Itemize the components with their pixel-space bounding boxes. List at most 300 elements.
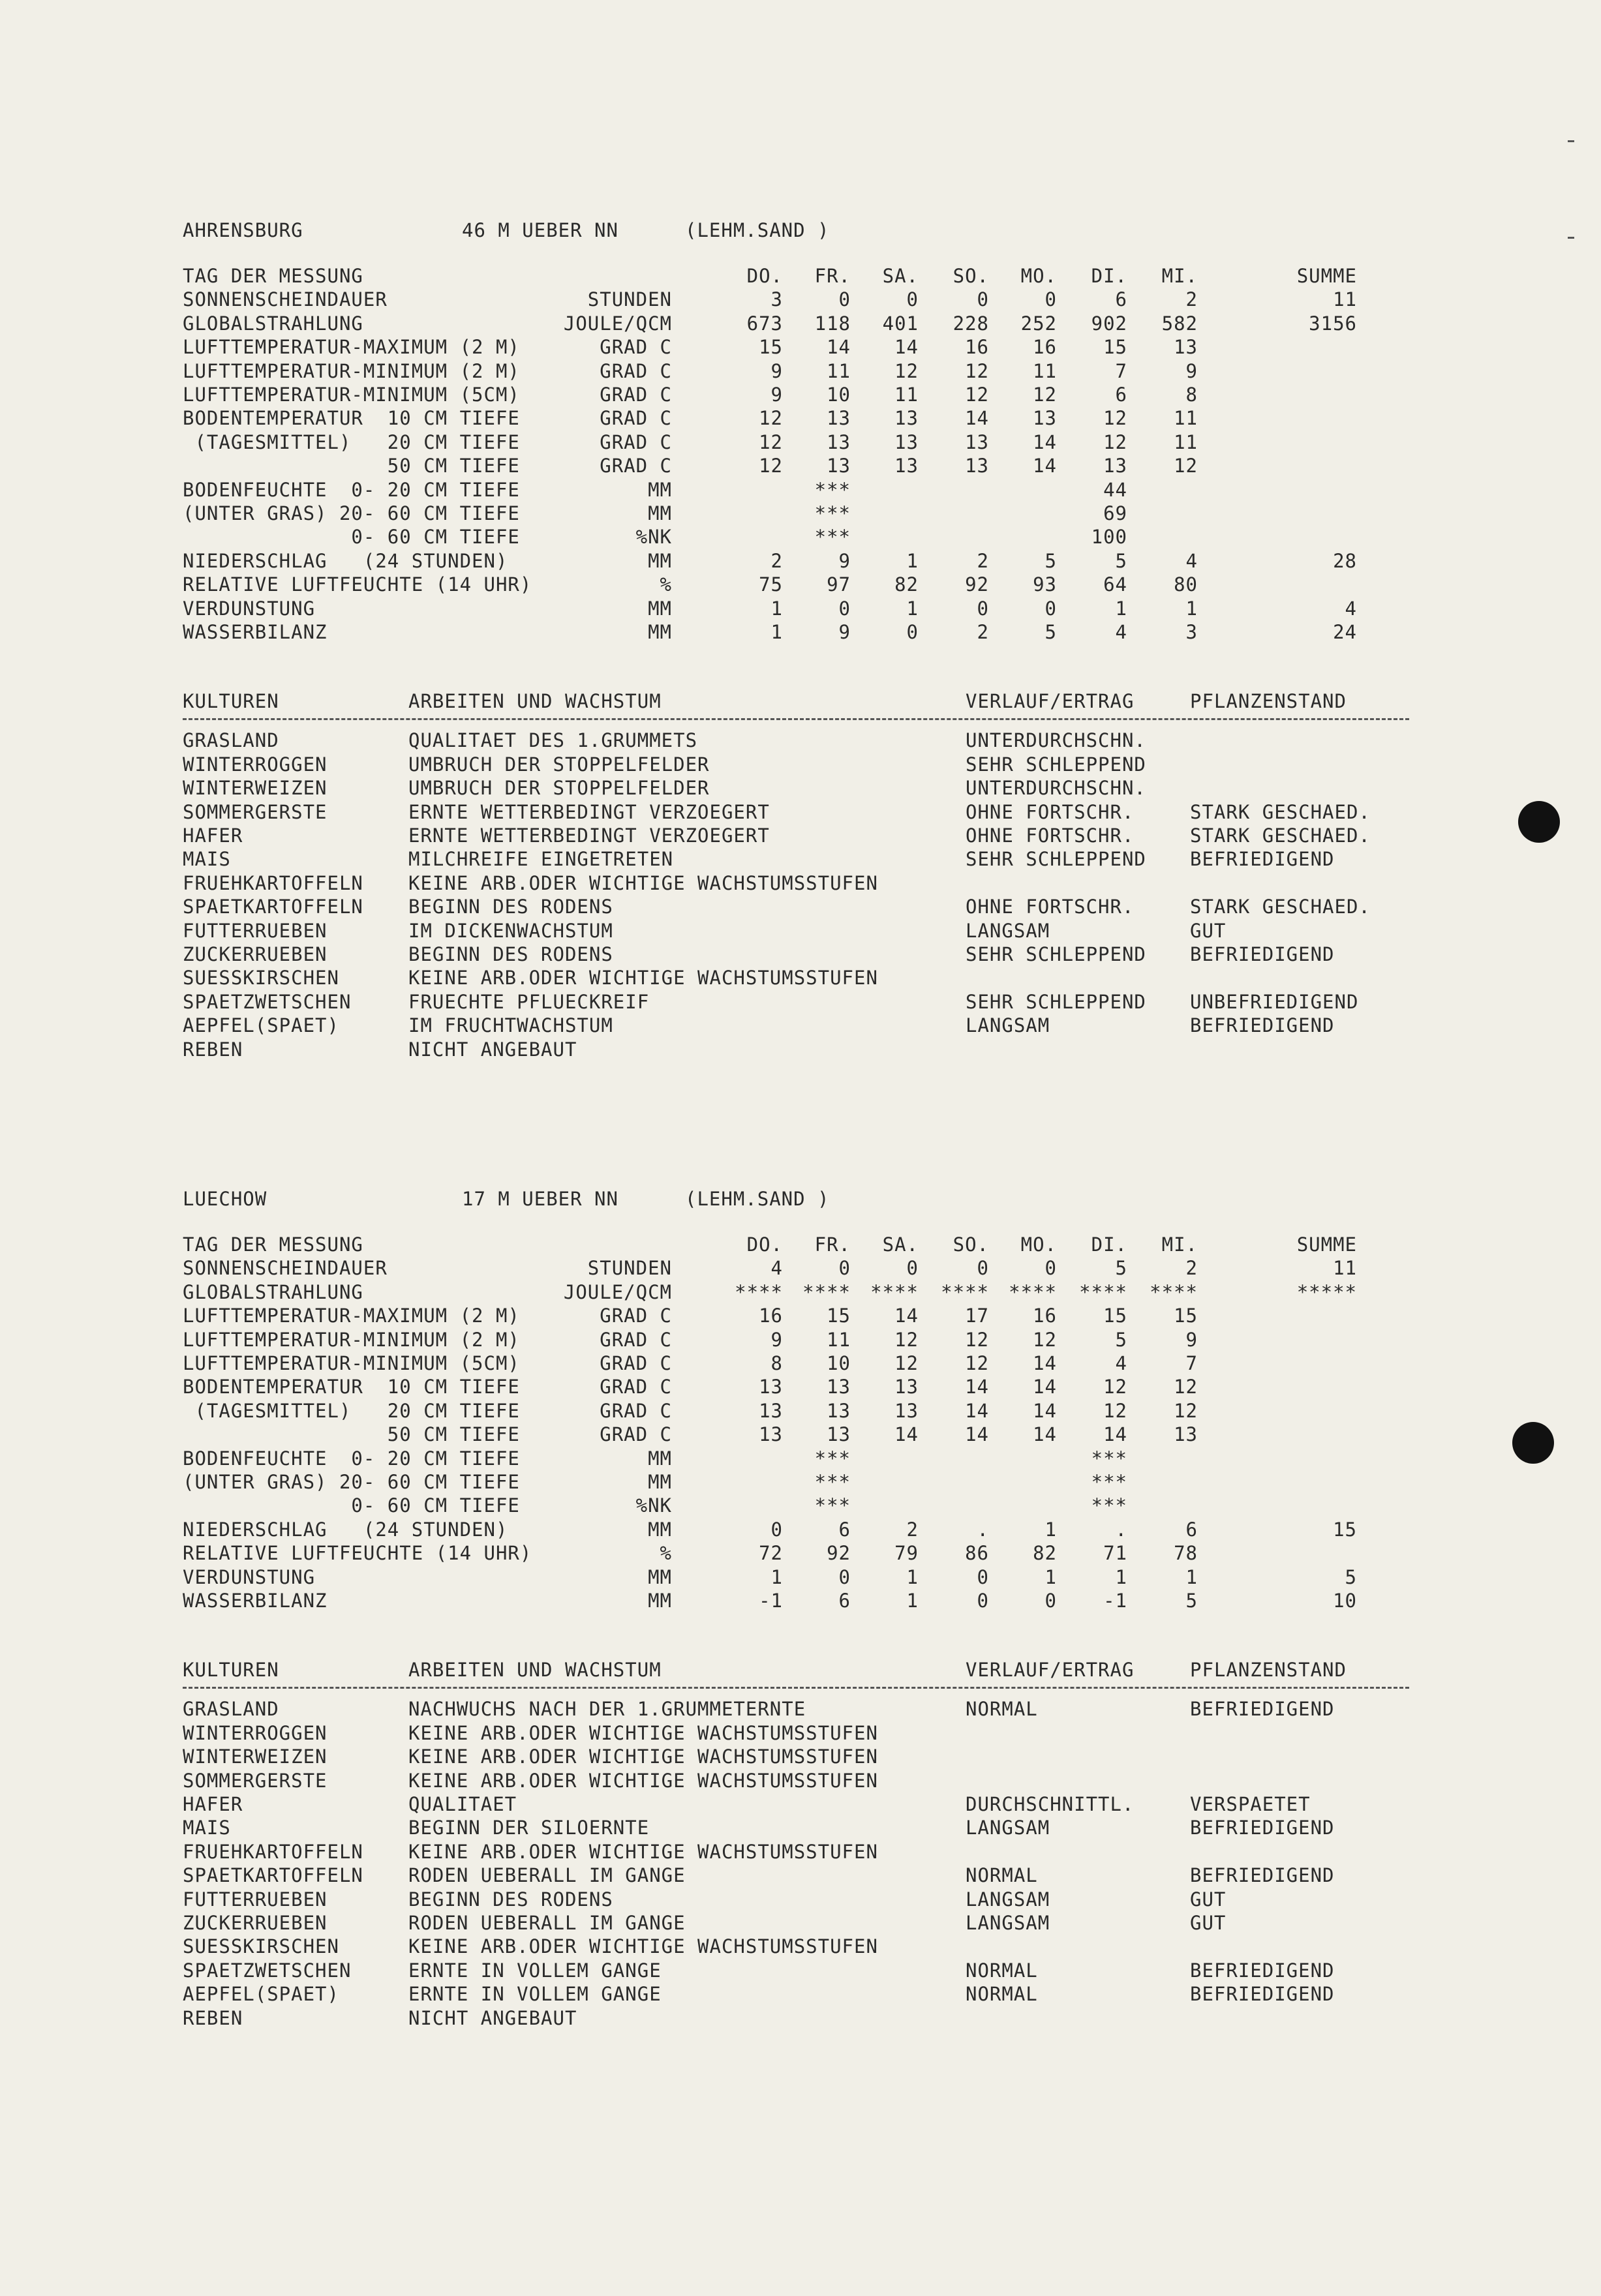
weather-value: 75 [759, 573, 783, 596]
crop-work: ERNTE IN VOLLEM GANGE [408, 1983, 662, 2006]
weather-value: -1 [1103, 1590, 1127, 1612]
weather-value: 13 [827, 407, 851, 430]
station-name: LUECHOW [183, 1188, 267, 1210]
weather-value: 4 [1115, 1352, 1127, 1374]
weather-value: 12 [1033, 384, 1057, 406]
weather-row-label: VERDUNSTUNG [183, 1565, 316, 1588]
weather-value: 14 [1033, 1399, 1057, 1422]
weather-value: 1 [1044, 1518, 1057, 1541]
weather-row-label: 0- 60 CM TIEFE [183, 526, 520, 549]
day-header: FR. [814, 1233, 851, 1256]
crop-stand: GUT [1190, 1888, 1227, 1911]
weather-row-unit: GRAD C [600, 1399, 672, 1422]
weather-row-label: RELATIVE LUFTFEUCHTE (14 UHR) [183, 1542, 532, 1565]
weather-value: 9 [838, 549, 851, 572]
weather-row-label: (UNTER GRAS) 20- 60 CM TIEFE [183, 1471, 520, 1493]
weather-value: 92 [827, 1542, 851, 1565]
crop-progress: SEHR SCHLEPPEND [966, 990, 1146, 1013]
crop-stand: BEFRIEDIGEND [1190, 1698, 1335, 1721]
crop-name: SUESSKIRSCHEN [183, 1935, 339, 1958]
weather-value: 6 [1115, 384, 1127, 406]
weather-value: **** [1079, 1280, 1127, 1303]
crop-work: ERNTE WETTERBEDINGT VERZOEGERT [408, 800, 770, 823]
crop-name: MAIS [183, 848, 231, 871]
crops-header-progress: VERLAUF/ERTRAG [966, 690, 1135, 713]
weather-value: 12 [1174, 455, 1198, 477]
weather-row-unit: STUNDEN [587, 1257, 672, 1280]
weather-row-label: LUFTTEMPERATUR-MAXIMUM (2 M) [183, 1305, 520, 1327]
weather-value: 7 [1115, 359, 1127, 382]
weather-value: 1 [906, 597, 919, 620]
crop-progress: DURCHSCHNITTL. [966, 1793, 1135, 1815]
weather-row-unit: GRAD C [600, 1328, 672, 1351]
weather-value: 13 [1174, 1423, 1198, 1446]
weather-value: 64 [1103, 573, 1127, 596]
weather-row-unit: GRAD C [600, 407, 672, 430]
weather-row-label: GLOBALSTRAHLUNG [183, 1280, 363, 1303]
crop-progress: OHNE FORTSCHR. [966, 800, 1135, 823]
weather-value: 13 [827, 430, 851, 453]
weather-value: 6 [838, 1590, 851, 1612]
weather-value: **** [941, 1280, 989, 1303]
weather-value: 13 [965, 430, 989, 453]
measurement-header-label: TAG DER MESSUNG [183, 1233, 363, 1256]
weather-value: 11 [827, 1328, 851, 1351]
crop-progress: NORMAL [966, 1698, 1038, 1721]
weather-value: 6 [1115, 288, 1127, 311]
crop-name: SUESSKIRSCHEN [183, 967, 339, 989]
weather-value: 14 [1033, 455, 1057, 477]
weather-value: 14 [965, 1423, 989, 1446]
weather-row-label: BODENTEMPERATUR 10 CM TIEFE [183, 407, 520, 430]
weather-value: 13 [894, 430, 919, 453]
weather-value: 1 [770, 597, 783, 620]
weather-value: 902 [1091, 312, 1127, 335]
weather-row-label: VERDUNSTUNG [183, 597, 316, 620]
crop-name: GRASLAND [183, 1698, 279, 1721]
weather-row-unit: GRAD C [600, 1376, 672, 1398]
weather-value: 5 [1115, 1257, 1127, 1280]
weather-value: 13 [759, 1423, 783, 1446]
weather-row-unit: % [660, 573, 672, 596]
weather-value: 12 [965, 1328, 989, 1351]
weather-value: 8 [770, 1352, 783, 1374]
weather-value: 15 [1174, 1305, 1198, 1327]
weather-sum: ***** [1296, 1280, 1357, 1303]
weather-value: 13 [827, 1376, 851, 1398]
weather-row-unit: JOULE/QCM [563, 1280, 672, 1303]
weather-row-unit: GRAD C [600, 1352, 672, 1374]
crop-work: KEINE ARB.ODER WICHTIGE WACHSTUMSSTUFEN [408, 1721, 878, 1744]
weather-value: 2 [906, 1518, 919, 1541]
day-header: MO. [1020, 265, 1057, 287]
day-header: DI. [1091, 265, 1127, 287]
crop-work: MILCHREIFE EINGETRETEN [408, 848, 674, 871]
weather-value: 12 [759, 455, 783, 477]
weather-row-label: 0- 60 CM TIEFE [183, 1494, 520, 1517]
weather-row-unit: STUNDEN [587, 288, 672, 311]
weather-value: *** [814, 1494, 851, 1517]
crop-name: WINTERWEIZEN [183, 1745, 328, 1768]
weather-value: 4 [770, 1257, 783, 1280]
station-soil: (LEHM.SAND ) [685, 219, 830, 241]
weather-value: 11 [1174, 407, 1198, 430]
weather-value: 9 [770, 359, 783, 382]
weather-value: 1 [906, 1590, 919, 1612]
crop-work: KEINE ARB.ODER WICHTIGE WACHSTUMSSTUFEN [408, 1935, 878, 1958]
weather-value: **** [870, 1280, 919, 1303]
weather-value: 14 [965, 1376, 989, 1398]
weather-row-unit: JOULE/QCM [563, 312, 672, 335]
weather-value: 1 [1185, 597, 1198, 620]
weather-value: 12 [965, 384, 989, 406]
crop-work: UMBRUCH DER STOPPELFELDER [408, 753, 710, 776]
weather-sum: 11 [1333, 1257, 1357, 1280]
weather-value: 2 [770, 549, 783, 572]
weather-value: 11 [1174, 430, 1198, 453]
weather-value: 0 [906, 288, 919, 311]
weather-value: 15 [827, 1305, 851, 1327]
crop-name: SOMMERGERSTE [183, 1769, 328, 1792]
weather-value: 72 [759, 1542, 783, 1565]
crop-work: ERNTE WETTERBEDINGT VERZOEGERT [408, 824, 770, 847]
weather-value: 9 [770, 1328, 783, 1351]
crop-work: RODEN UEBERALL IM GANGE [408, 1864, 686, 1887]
weather-row-label: (UNTER GRAS) 20- 60 CM TIEFE [183, 502, 520, 524]
weather-row-label: LUFTTEMPERATUR-MINIMUM (2 M) [183, 359, 520, 382]
crop-progress: NORMAL [966, 1864, 1038, 1887]
weather-value: 12 [965, 1352, 989, 1374]
weather-value: **** [735, 1280, 783, 1303]
weather-value: 9 [1185, 1328, 1198, 1351]
crop-work: UMBRUCH DER STOPPELFELDER [408, 777, 710, 800]
crop-work: NICHT ANGEBAUT [408, 2006, 577, 2029]
crop-progress: UNTERDURCHSCHN. [966, 729, 1146, 752]
weather-value: 401 [882, 312, 919, 335]
weather-value: 5 [1044, 621, 1057, 643]
weather-value: 0 [838, 288, 851, 311]
crop-name: GRASLAND [183, 729, 279, 752]
weather-sum: 5 [1345, 1565, 1357, 1588]
crop-name: REBEN [183, 1038, 243, 1061]
weather-value: 12 [1103, 430, 1127, 453]
measurement-header-label: TAG DER MESSUNG [183, 265, 363, 287]
weather-value: 13 [759, 1399, 783, 1422]
day-header: MI. [1161, 1233, 1198, 1256]
dashed-separator [183, 1687, 1409, 1689]
weather-value: 13 [1174, 336, 1198, 359]
day-header: SO. [953, 1233, 989, 1256]
weather-value: 86 [965, 1542, 989, 1565]
weather-value: 16 [759, 1305, 783, 1327]
weather-row-label: BODENFEUCHTE 0- 20 CM TIEFE [183, 1447, 520, 1470]
weather-value: **** [1009, 1280, 1057, 1303]
crop-progress: LANGSAM [966, 1912, 1050, 1934]
weather-sum: 3156 [1309, 312, 1357, 335]
weather-value: 15 [1103, 336, 1127, 359]
crop-progress: NORMAL [966, 1983, 1038, 2006]
weather-sum: 4 [1345, 597, 1357, 620]
weather-value: 6 [1185, 1518, 1198, 1541]
weather-value: 12 [759, 407, 783, 430]
weather-value: 0 [977, 1590, 989, 1612]
crop-name: SPAETZWETSCHEN [183, 990, 352, 1013]
weather-value: 13 [1033, 407, 1057, 430]
day-header: SA. [882, 265, 919, 287]
weather-value: 14 [1033, 430, 1057, 453]
crop-progress: LANGSAM [966, 919, 1050, 942]
weather-row-unit: MM [648, 478, 672, 501]
weather-value: 15 [1103, 1305, 1127, 1327]
crop-work: KEINE ARB.ODER WICHTIGE WACHSTUMSSTUFEN [408, 1745, 878, 1768]
weather-value: 13 [1103, 455, 1127, 477]
weather-value: 10 [827, 384, 851, 406]
weather-value: 118 [814, 312, 851, 335]
crop-name: ZUCKERRUEBEN [183, 1912, 328, 1934]
weather-row-label: NIEDERSCHLAG (24 STUNDEN) [183, 1518, 508, 1541]
weather-row-unit: MM [648, 1447, 672, 1470]
weather-value: 14 [1033, 1423, 1057, 1446]
crop-work: BEGINN DES RODENS [408, 943, 613, 965]
weather-row-unit: MM [648, 597, 672, 620]
crop-stand: BEFRIEDIGEND [1190, 1959, 1335, 1982]
weather-value: 1 [770, 621, 783, 643]
weather-row-label: SONNENSCHEINDAUER [183, 1257, 388, 1280]
weather-value: 0 [838, 1565, 851, 1588]
crop-name: FRUEHKARTOFFELN [183, 871, 363, 894]
crop-work: KEINE ARB.ODER WICHTIGE WACHSTUMSSTUFEN [408, 871, 878, 894]
weather-value: 1 [1115, 1565, 1127, 1588]
weather-value: 12 [894, 1328, 919, 1351]
weather-row-label: LUFTTEMPERATUR-MINIMUM (5CM) [183, 1352, 520, 1374]
crop-name: AEPFEL(SPAET) [183, 1014, 339, 1037]
weather-row-unit: MM [648, 1518, 672, 1541]
weather-row-unit: MM [648, 621, 672, 643]
weather-value: 12 [1033, 1328, 1057, 1351]
day-header: SA. [882, 1233, 919, 1256]
weather-row-label: LUFTTEMPERATUR-MINIMUM (5CM) [183, 384, 520, 406]
crop-name: WINTERROGGEN [183, 753, 328, 776]
weather-value: 9 [838, 621, 851, 643]
crop-name: MAIS [183, 1817, 231, 1839]
weather-value: 14 [894, 1305, 919, 1327]
weather-value: 14 [965, 407, 989, 430]
weather-value: 0 [977, 1257, 989, 1280]
weather-value: 13 [894, 407, 919, 430]
weather-value: 2 [1185, 1257, 1198, 1280]
weather-value: 11 [827, 359, 851, 382]
punch-hole-upper [1518, 801, 1560, 843]
crop-stand: BEFRIEDIGEND [1190, 943, 1335, 965]
crop-stand: UNBEFRIEDIGEND [1190, 990, 1359, 1013]
weather-row-label: 50 CM TIEFE [183, 455, 520, 477]
weather-row-label: (TAGESMITTEL) 20 CM TIEFE [183, 1399, 520, 1422]
weather-value: 14 [1033, 1352, 1057, 1374]
weather-row-unit: %NK [635, 526, 672, 549]
weather-value: 1 [1044, 1565, 1057, 1588]
crop-stand: BEFRIEDIGEND [1190, 1983, 1335, 2006]
weather-value: 0 [1044, 288, 1057, 311]
weather-value: 9 [1185, 359, 1198, 382]
crop-work: BEGINN DES RODENS [408, 896, 613, 918]
crop-name: SOMMERGERSTE [183, 800, 328, 823]
crops-header-work: ARBEITEN UND WACHSTUM [408, 1659, 662, 1682]
day-header: MI. [1161, 265, 1198, 287]
crop-stand: BEFRIEDIGEND [1190, 1014, 1335, 1037]
weather-value: *** [1091, 1494, 1127, 1517]
weather-value: 16 [1033, 336, 1057, 359]
weather-value: 16 [965, 336, 989, 359]
weather-value: *** [814, 1447, 851, 1470]
weather-value: 79 [894, 1542, 919, 1565]
weather-value: **** [802, 1280, 851, 1303]
weather-value: 13 [894, 1399, 919, 1422]
crop-work: IM FRUCHTWACHSTUM [408, 1014, 613, 1037]
crop-progress: LANGSAM [966, 1817, 1050, 1839]
crop-name: HAFER [183, 1793, 243, 1815]
day-header: DI. [1091, 1233, 1127, 1256]
day-header: SO. [953, 265, 989, 287]
station-elevation: 46 M UEBER NN [462, 219, 618, 241]
weather-value: 17 [965, 1305, 989, 1327]
weather-value: 0 [977, 1565, 989, 1588]
weather-value: 0 [977, 288, 989, 311]
weather-value: 0 [906, 1257, 919, 1280]
weather-row-unit: MM [648, 502, 672, 524]
weather-value: 14 [1033, 1376, 1057, 1398]
edge-mark [1568, 237, 1574, 239]
weather-row-label: BODENFEUCHTE 0- 20 CM TIEFE [183, 478, 520, 501]
weather-value: 13 [827, 455, 851, 477]
station-soil: (LEHM.SAND ) [685, 1188, 830, 1210]
weather-row-label: LUFTTEMPERATUR-MAXIMUM (2 M) [183, 336, 520, 359]
weather-value: 14 [894, 1423, 919, 1446]
crop-work: NICHT ANGEBAUT [408, 1038, 577, 1061]
weather-row-unit: MM [648, 1471, 672, 1493]
crop-work: QUALITAET [408, 1793, 517, 1815]
crop-progress: SEHR SCHLEPPEND [966, 943, 1146, 965]
crops-header-progress: VERLAUF/ERTRAG [966, 1659, 1135, 1682]
sum-header: SUMME [1296, 1233, 1357, 1256]
crops-header-work: ARBEITEN UND WACHSTUM [408, 690, 662, 713]
crop-name: HAFER [183, 824, 243, 847]
crop-progress: SEHR SCHLEPPEND [966, 753, 1146, 776]
weather-value: 14 [894, 336, 919, 359]
weather-value: 0 [770, 1518, 783, 1541]
weather-row-unit: GRAD C [600, 359, 672, 382]
sum-header: SUMME [1296, 265, 1357, 287]
weather-value: 12 [1103, 1399, 1127, 1422]
weather-sum: 15 [1333, 1518, 1357, 1541]
weather-row-label: RELATIVE LUFTFEUCHTE (14 UHR) [183, 573, 532, 596]
crop-work: BEGINN DER SILOERNTE [408, 1817, 650, 1839]
weather-row-unit: GRAD C [600, 384, 672, 406]
weather-value: *** [814, 526, 851, 549]
day-header: DO. [746, 265, 783, 287]
weather-value: 12 [894, 359, 919, 382]
crop-work: RODEN UEBERALL IM GANGE [408, 1912, 686, 1934]
weather-value: 10 [827, 1352, 851, 1374]
crops-header-stand: PFLANZENSTAND [1190, 1659, 1347, 1682]
weather-value: 582 [1161, 312, 1198, 335]
weather-value: 0 [838, 597, 851, 620]
crop-stand: STARK GESCHAED. [1190, 800, 1371, 823]
weather-value: 12 [1103, 407, 1127, 430]
weather-value: 252 [1020, 312, 1057, 335]
weather-row-label: GLOBALSTRAHLUNG [183, 312, 363, 335]
weather-value: 3 [1185, 621, 1198, 643]
weather-value: 82 [1033, 1542, 1057, 1565]
weather-value: 1 [1185, 1565, 1198, 1588]
weather-value: *** [814, 478, 851, 501]
weather-value: 13 [759, 1376, 783, 1398]
crop-work: QUALITAET DES 1.GRUMMETS [408, 729, 698, 752]
weather-value: 1 [770, 1565, 783, 1588]
weather-value: 14 [965, 1399, 989, 1422]
crop-work: NACHWUCHS NACH DER 1.GRUMMETERNTE [408, 1698, 806, 1721]
crop-progress: UNTERDURCHSCHN. [966, 777, 1146, 800]
weather-value: 673 [746, 312, 783, 335]
crop-progress: LANGSAM [966, 1014, 1050, 1037]
weather-row-label: WASSERBILANZ [183, 621, 328, 643]
weather-value: 5 [1044, 549, 1057, 572]
crop-name: SPAETKARTOFFELN [183, 896, 363, 918]
crop-name: WINTERROGGEN [183, 1721, 328, 1744]
weather-value: 82 [894, 573, 919, 596]
weather-value: 12 [894, 1352, 919, 1374]
weather-value: 0 [977, 597, 989, 620]
weather-value: . [1115, 1518, 1127, 1541]
weather-row-unit: GRAD C [600, 1423, 672, 1446]
weather-value: 78 [1174, 1542, 1198, 1565]
weather-value: 97 [827, 573, 851, 596]
weather-row-unit: MM [648, 1565, 672, 1588]
weather-value: **** [1150, 1280, 1198, 1303]
weather-value: 2 [1185, 288, 1198, 311]
crop-progress: OHNE FORTSCHR. [966, 824, 1135, 847]
weather-value: *** [814, 1471, 851, 1493]
weather-value: 100 [1091, 526, 1127, 549]
crop-stand: STARK GESCHAED. [1190, 824, 1371, 847]
crop-work: KEINE ARB.ODER WICHTIGE WACHSTUMSSTUFEN [408, 1840, 878, 1863]
crop-work: KEINE ARB.ODER WICHTIGE WACHSTUMSSTUFEN [408, 1769, 878, 1792]
weather-value: 4 [1185, 549, 1198, 572]
crop-name: FRUEHKARTOFFELN [183, 1840, 363, 1863]
weather-value: 71 [1103, 1542, 1127, 1565]
weather-value: 1 [1115, 597, 1127, 620]
station-name: AHRENSBURG [183, 219, 303, 241]
weather-value: 92 [965, 573, 989, 596]
crop-name: FUTTERRUEBEN [183, 1888, 328, 1911]
weather-row-unit: GRAD C [600, 455, 672, 477]
weather-value: 14 [827, 336, 851, 359]
weather-value: 0 [838, 1257, 851, 1280]
weather-value: . [977, 1518, 989, 1541]
weather-sum: 11 [1333, 288, 1357, 311]
weather-value: 7 [1185, 1352, 1198, 1374]
weather-sum: 10 [1333, 1590, 1357, 1612]
weather-sum: 24 [1333, 621, 1357, 643]
crop-name: WINTERWEIZEN [183, 777, 328, 800]
weather-value: 0 [1044, 597, 1057, 620]
day-header: FR. [814, 265, 851, 287]
weather-value: 11 [894, 384, 919, 406]
crop-stand: GUT [1190, 919, 1227, 942]
weather-value: 228 [953, 312, 989, 335]
weather-value: 8 [1185, 384, 1198, 406]
weather-row-unit: GRAD C [600, 430, 672, 453]
crops-header-crop: KULTUREN [183, 1659, 279, 1682]
